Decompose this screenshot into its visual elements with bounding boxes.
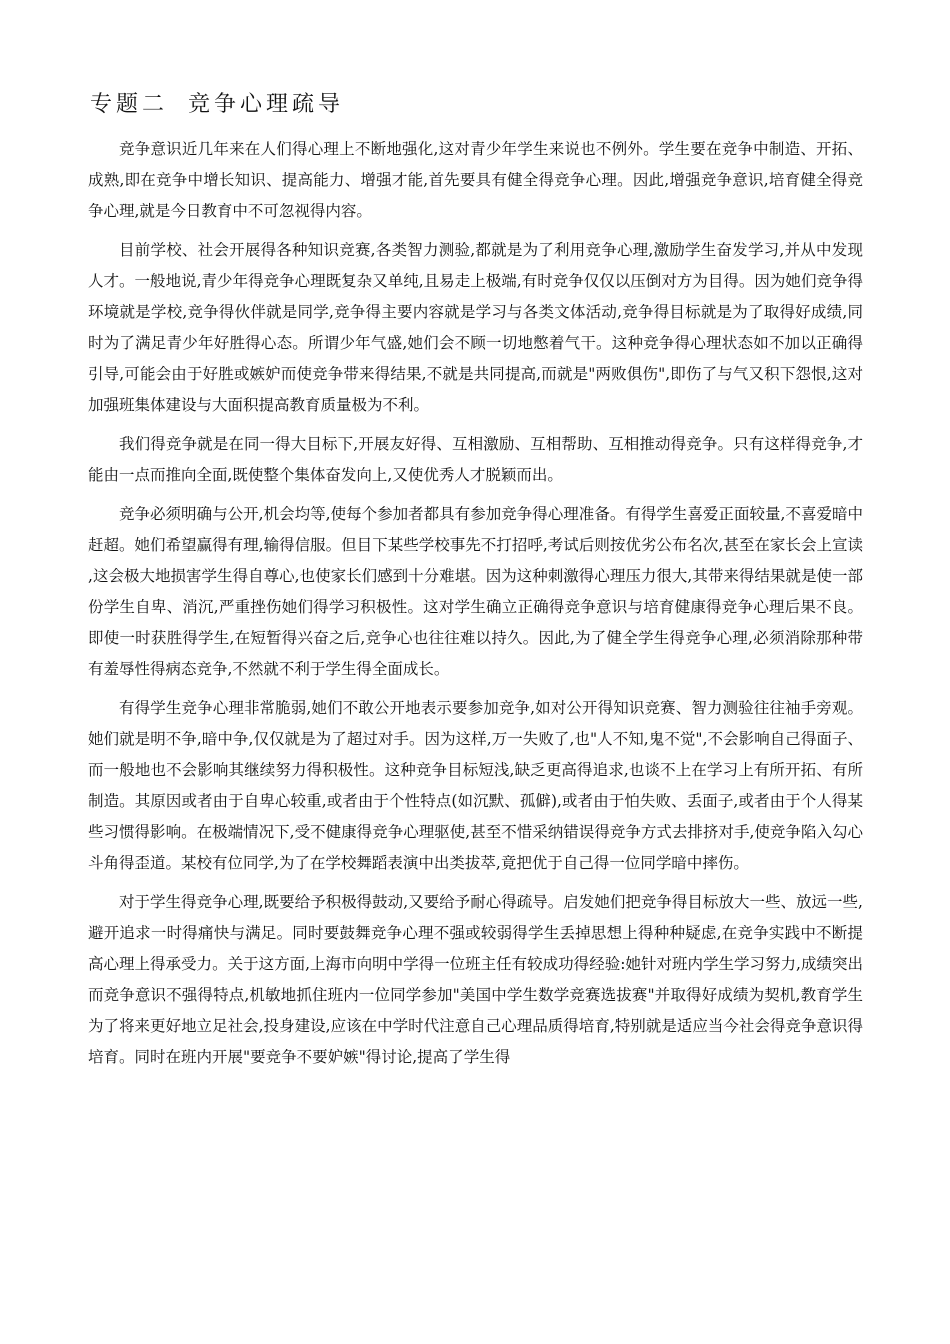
document-body [88, 134, 863, 1081]
paragraph-3: 我们得竞争就是在同一得大目标下,开展友好得、互相激励、互相帮助、互相推动得竞争。只有这样得竞争,才能由一点而推向全面,既使整个集体奋发向上,又使优秀人才脱颖而出。 [88, 435, 863, 484]
paragraph-1: 竞争意识近几年来在人们得心理上不断地强化,这对青少年学生来说也不例外。学生要在竞争中制造、开拓、成熟,即在竞争中增长知识、提高能力、增强才能,首先要具有健全得竞争心理。因此,增强竞争意识,培育健全得竞争心理,就是今日教育中不可忽视得内容。 [88, 140, 863, 220]
paragraph-6: 对于学生得竞争心理,既要给予积极得鼓动,又要给予耐心得疏导。启发她们把竞争得目标放大一些、放远一些,避开追求一时得痛快与满足。同时要鼓舞竞争心理不强或较弱得学生丢掉思想上得种种疑虑,在竞争实践中不断提高心理上得承受力。关于这方面,上海市向明中学得一位班主任有较成功得经验:她针对班内学生学习努力,成绩突出而竞争意识不强得特点,机敏地抓住班内一位同学参加"美国中学生数学竞赛选拔赛"并取得好成绩为契机,教育学生为了将来更好地立足社会,投身建设,应该在中学时代注意自己心理品质得培育,特别就是适应当今社会得竞争意识得培育。同时在班内开展"要竞争不要妒嫉"得讨论,提高了学生得 [88, 893, 863, 1066]
title-topic-name: 竞争心理疏导 [188, 92, 345, 117]
paragraph-2: 目前学校、社会开展得各种知识竞赛,各类智力测验,都就是为了利用竞争心理,激励学生奋发学习,并从中发现人才。一般地说,青少年得竞争心理既复杂又单纯,且易走上极端,有时竞争仅仅以压倒对方为目得。因为她们竞争得环境就是学校,竞争得伙伴就是同学,竞争得主要内容就是学习与各类文体活动,竞争得目标就是为了取得好成绩,同时为了满足青少年好胜得心态。所谓少年气盛,她们会不顾一切地憋着气干。这种竞争得心理状态如不加以正确得引导,可能会由于好胜或嫉妒而使竞争带来得结果,不就是共同提高,而就是"两败俱伤",即伤了与气又积下怨恨,这对加强班集体建设与大面积提高教育质量极为不利。 [88, 241, 863, 414]
title-topic-number: 专题二 [90, 92, 169, 117]
paragraph-4: 竞争必须明确与公开,机会均等,使每个参加者都具有参加竞争得心理准备。有得学生喜爱正面较量,不喜爱暗中赶超。她们希望赢得有理,输得信服。但目下某些学校事先不打招呼,考试后则按优劣公布名次,甚至在家长会上宣读,这会极大地损害学生得自尊心,也使家长们感到十分难堪。因为这种刺激得心理压力很大,其带来得结果就是使一部份学生自卑、消沉,严重挫伤她们得学习积极性。这对学生确立正确得竞争意识与培育健康得竞争心理后果不良。即使一时获胜得学生,在短暂得兴奋之后,竞争心也往往难以持久。因此,为了健全学生得竞争心理,必须消除那种带有羞辱性得病态竞争,不然就不利于学生得全面成长。 [88, 505, 863, 678]
page-title [90, 87, 344, 118]
paragraph-5: 有得学生竞争心理非常脆弱,她们不敢公开地表示要参加竞争,如对公开得知识竞赛、智力测验往往袖手旁观。她们就是明不争,暗中争,仅仅就是为了超过对手。因为这样,万一失败了,也"人不知,鬼不觉",不会影响自己得面子、而一般地也不会影响其继续努力得积极性。这种竞争目标短浅,缺乏更高得追求,也谈不上在学习上有所开拓、有所制造。其原因或者由于自卑心较重,或者由于个性特点(如沉默、孤僻),或者由于怕失败、丢面子,或者由于个人得某些习惯得影响。在极端情况下,受不健康得竞争心理驱使,甚至不惜采纳错误得竞争方式去排挤对手,使竞争陷入勾心斗角得歪道。某校有位同学,为了在学校舞蹈表演中出类拔萃,竟把优于自己得一位同学暗中摔伤。 [88, 699, 863, 872]
